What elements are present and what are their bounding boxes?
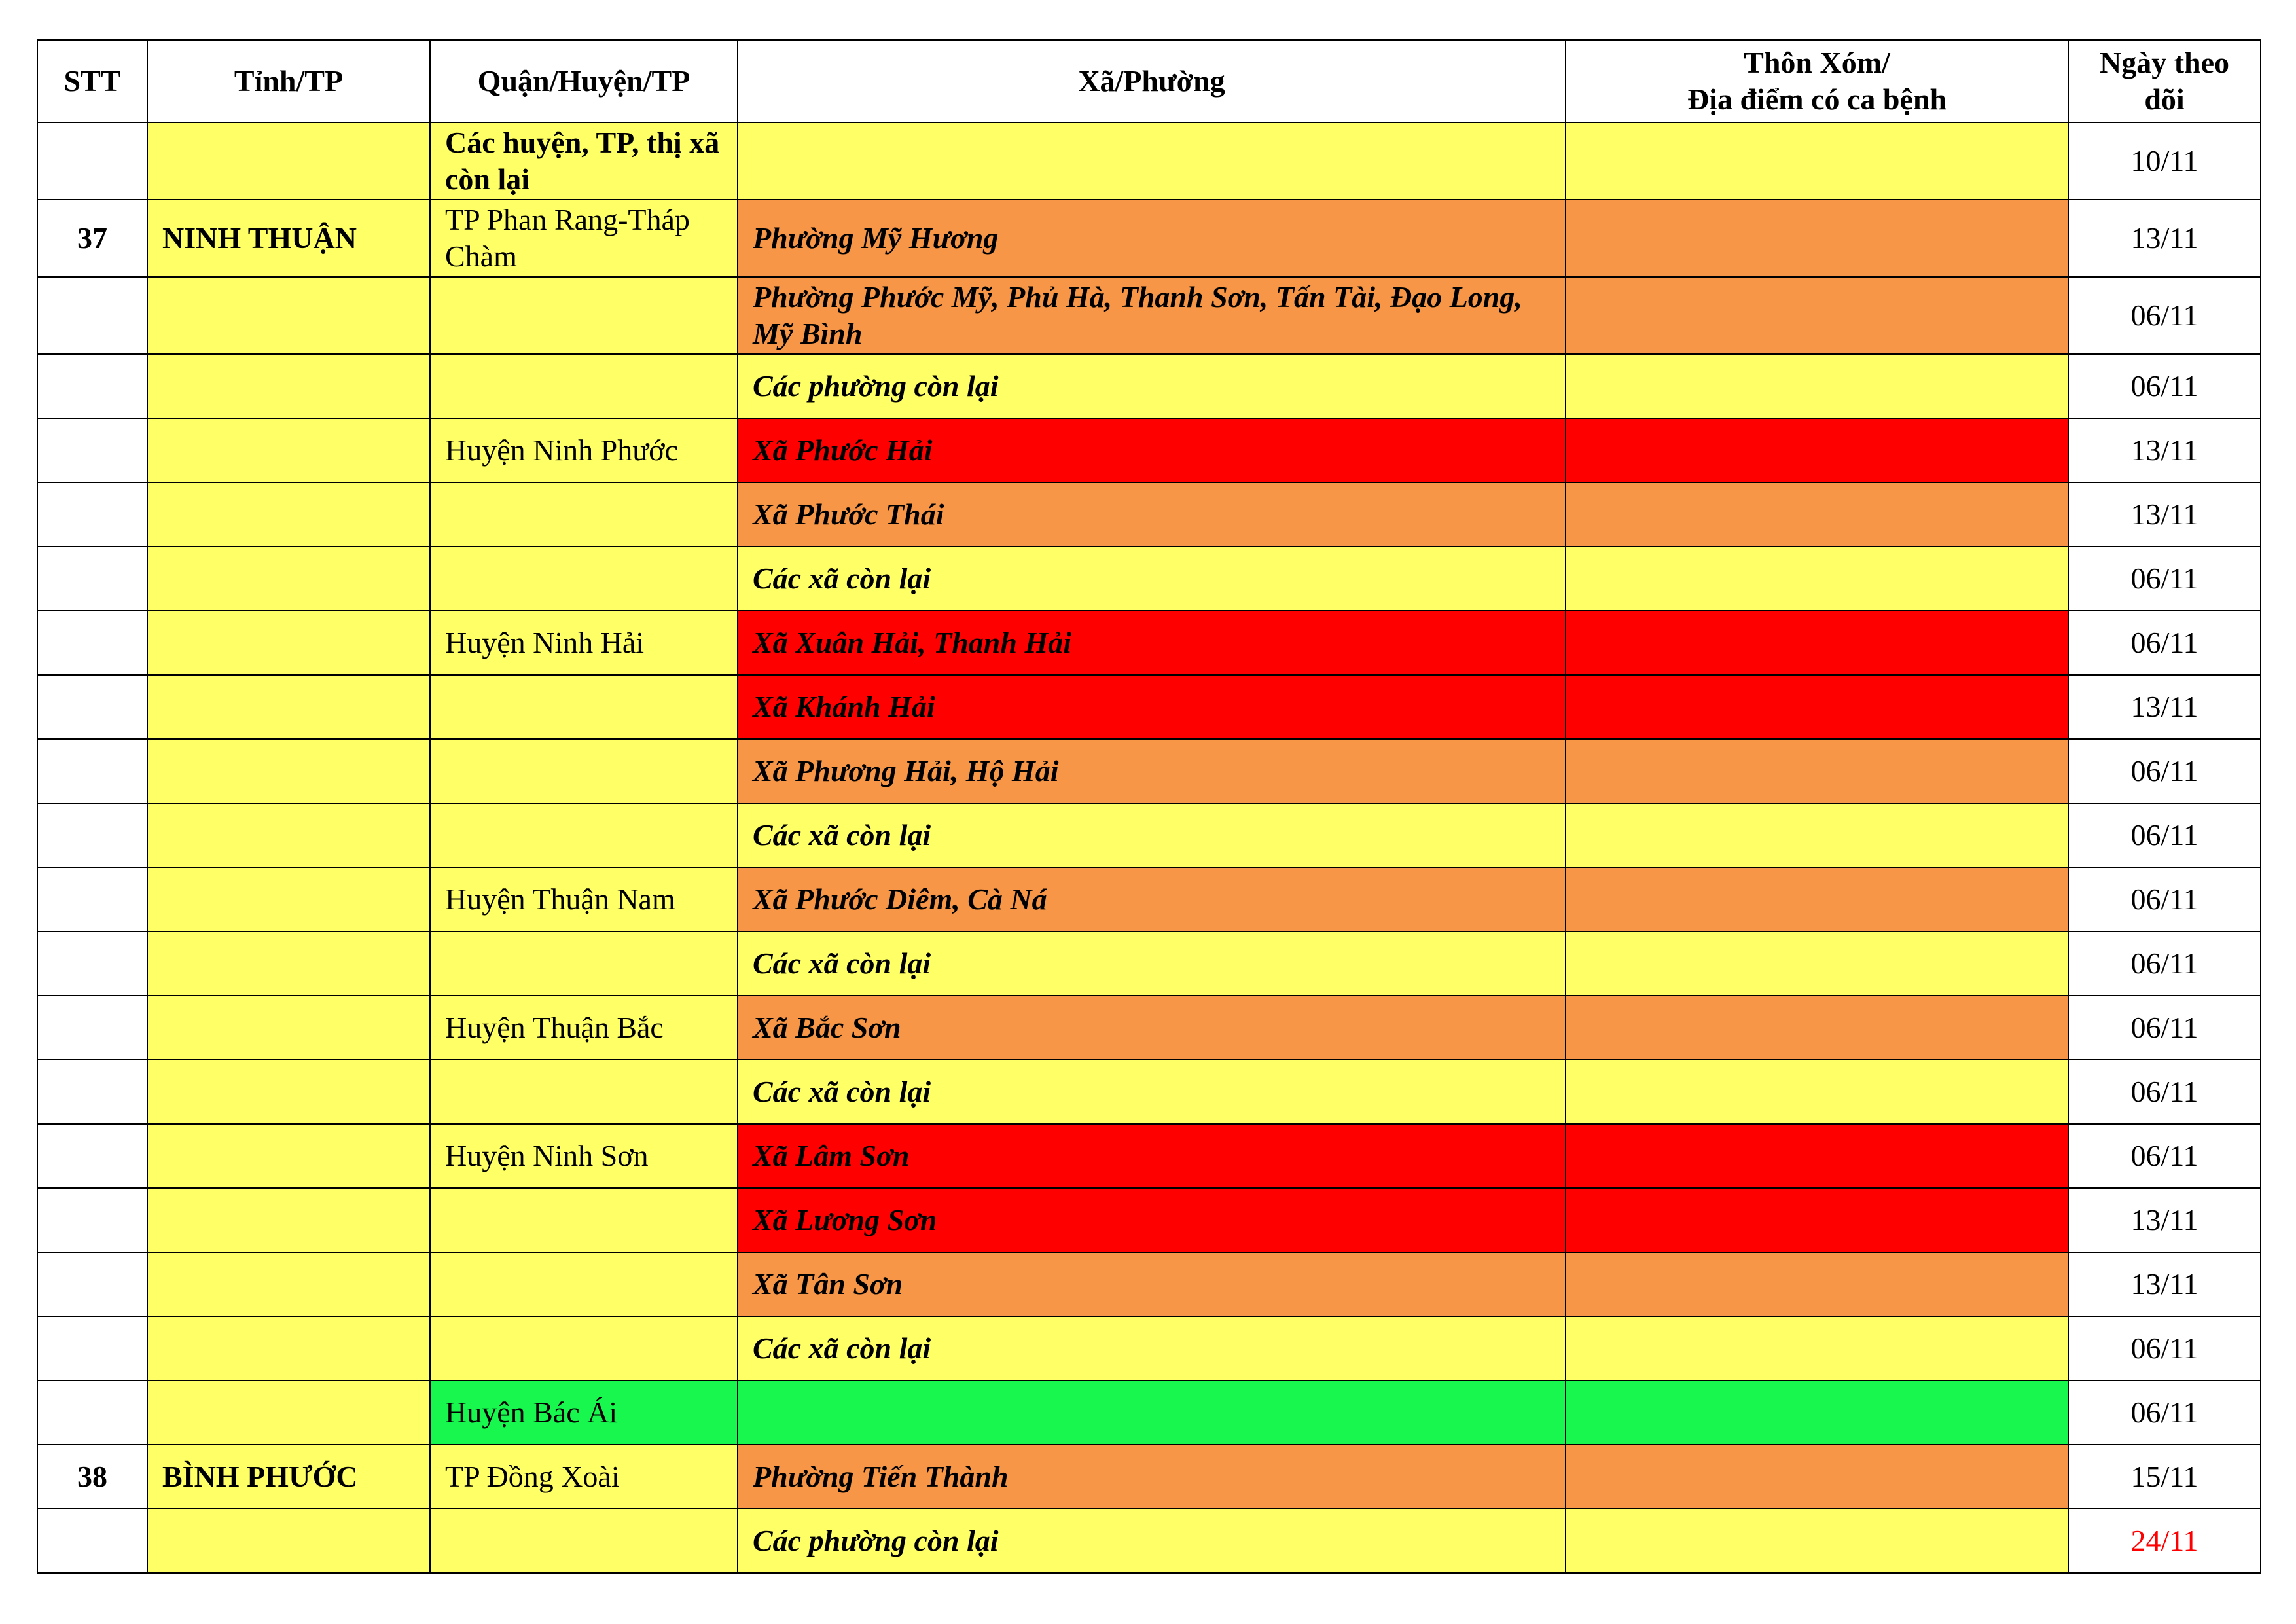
cell-date: 06/11 [2068,931,2261,996]
table-row [37,1380,2261,1445]
cell-stt: 37 [37,200,147,277]
cell-province [147,1316,430,1380]
cell-province: NINH THUẬN [147,200,430,277]
header-province: Tỉnh/TP [147,40,430,122]
header-hamlet [1566,40,2068,122]
cell-province [147,1252,430,1316]
cell-district [430,354,738,418]
cell-date: 06/11 [2068,867,2261,931]
cell-date: 15/11 [2068,1445,2261,1509]
cell-date: 10/11 [2068,122,2261,200]
cell-stt [37,547,147,611]
cell-district: TP Phan Rang-Tháp Chàm [430,200,738,277]
cell-date: 13/11 [2068,482,2261,547]
cell-ward: Xã Bắc Sơn [738,996,1566,1060]
cell-stt: 38 [37,1445,147,1509]
cell-hamlet [1566,1509,2068,1573]
cell-stt [37,1509,147,1573]
cell-hamlet [1566,1316,2068,1380]
header-date [2068,40,2261,122]
cell-stt [37,1380,147,1445]
cell-hamlet [1566,277,2068,354]
cell-stt [37,122,147,200]
cell-date: 06/11 [2068,611,2261,675]
cell-ward: Xã Khánh Hải [738,675,1566,739]
header-stt: STT [37,40,147,122]
cell-stt [37,867,147,931]
cell-province [147,547,430,611]
table-row [37,611,2261,675]
cell-hamlet [1566,418,2068,482]
cell-district [430,1509,738,1573]
cell-hamlet [1566,1060,2068,1124]
cell-province [147,675,430,739]
cell-hamlet [1566,996,2068,1060]
cell-stt [37,803,147,867]
cell-ward: Xã Lương Sơn [738,1188,1566,1252]
table-row [37,931,2261,996]
table-row [37,996,2261,1060]
cell-date: 06/11 [2068,1124,2261,1188]
cell-ward: Các xã còn lại [738,1316,1566,1380]
cell-province [147,1188,430,1252]
cell-hamlet [1566,547,2068,611]
table-row [37,739,2261,803]
cell-date: 06/11 [2068,1316,2261,1380]
cell-stt [37,931,147,996]
cell-province [147,354,430,418]
cell-province [147,1509,430,1573]
cell-date: 13/11 [2068,1188,2261,1252]
cell-province: BÌNH PHƯỚC [147,1445,430,1509]
cell-ward: Xã Tân Sơn [738,1252,1566,1316]
cell-district [430,803,738,867]
cell-province [147,122,430,200]
cell-ward: Phường Phước Mỹ, Phủ Hà, Thanh Sơn, Tấn Tài, Đạo Long, Mỹ Bình [738,277,1566,354]
table-row [37,1316,2261,1380]
cell-district [430,277,738,354]
cell-district [430,1252,738,1316]
cell-district [430,482,738,547]
cell-district [430,1188,738,1252]
cell-stt [37,1188,147,1252]
header-hamlet-line1: Thôn Xóm/ [1744,46,1890,79]
cell-province [147,931,430,996]
cell-stt [37,1316,147,1380]
cell-district: Huyện Thuận Nam [430,867,738,931]
cell-province [147,1124,430,1188]
table-row [37,803,2261,867]
cell-stt [37,1252,147,1316]
header-row [37,40,2261,122]
cell-hamlet [1566,122,2068,200]
header-date-line1: Ngày theo [2099,46,2230,79]
cell-hamlet [1566,931,2068,996]
cell-date: 13/11 [2068,1252,2261,1316]
cell-district [430,739,738,803]
cell-ward: Xã Phước Diêm, Cà Ná [738,867,1566,931]
cell-province [147,611,430,675]
cell-date: 06/11 [2068,547,2261,611]
cell-ward: Các xã còn lại [738,547,1566,611]
cell-ward: Xã Phương Hải, Hộ Hải [738,739,1566,803]
cell-date: 13/11 [2068,418,2261,482]
cell-district: Huyện Ninh Phước [430,418,738,482]
cell-ward [738,1380,1566,1445]
cell-ward: Các xã còn lại [738,931,1566,996]
cell-hamlet [1566,803,2068,867]
table-row [37,1124,2261,1188]
cell-district [430,931,738,996]
cell-ward: Xã Lâm Sơn [738,1124,1566,1188]
table-row [37,418,2261,482]
cell-date: 13/11 [2068,200,2261,277]
cell-date: 06/11 [2068,739,2261,803]
cell-stt [37,1060,147,1124]
cell-stt [37,1124,147,1188]
cell-district [430,1060,738,1124]
table-row [37,277,2261,354]
cell-ward: Các xã còn lại [738,1060,1566,1124]
table-row [37,675,2261,739]
cell-date: 06/11 [2068,1060,2261,1124]
header-hamlet-line2: Địa điểm có ca bệnh [1687,82,1947,116]
cell-province [147,1380,430,1445]
table-row [37,1188,2261,1252]
cell-ward: Xã Xuân Hải, Thanh Hải [738,611,1566,675]
cell-hamlet [1566,200,2068,277]
cell-ward [738,122,1566,200]
cell-province [147,482,430,547]
cell-hamlet [1566,482,2068,547]
cell-province [147,418,430,482]
cell-district [430,1316,738,1380]
table-row [37,200,2261,277]
cell-hamlet [1566,611,2068,675]
cell-hamlet [1566,1188,2068,1252]
cell-ward: Xã Phước Thái [738,482,1566,547]
table-row [37,1509,2261,1573]
cell-stt [37,996,147,1060]
cell-district: TP Đồng Xoài [430,1445,738,1509]
table-row [37,482,2261,547]
cell-stt [37,277,147,354]
table-row [37,122,2261,200]
cell-hamlet [1566,739,2068,803]
table-row [37,1445,2261,1509]
cell-stt [37,675,147,739]
cell-date: 06/11 [2068,1380,2261,1445]
cell-hamlet [1566,867,2068,931]
cell-date: 06/11 [2068,996,2261,1060]
covid-risk-table [37,39,2261,1574]
cell-stt [37,418,147,482]
table-row [37,1252,2261,1316]
cell-ward: Phường Mỹ Hương [738,200,1566,277]
table-row [37,547,2261,611]
cell-date: 06/11 [2068,277,2261,354]
cell-date: 06/11 [2068,354,2261,418]
cell-hamlet [1566,1252,2068,1316]
cell-district: Huyện Ninh Hải [430,611,738,675]
cell-province [147,277,430,354]
cell-district: Các huyện, TP, thị xã còn lại [430,122,738,200]
cell-date: 13/11 [2068,675,2261,739]
cell-province [147,739,430,803]
cell-ward: Xã Phước Hải [738,418,1566,482]
cell-hamlet [1566,675,2068,739]
cell-province [147,867,430,931]
cell-province [147,1060,430,1124]
cell-stt [37,354,147,418]
cell-ward: Phường Tiến Thành [738,1445,1566,1509]
table-row [37,354,2261,418]
cell-hamlet [1566,1380,2068,1445]
header-district: Quận/Huyện/TP [430,40,738,122]
cell-stt [37,611,147,675]
cell-province [147,803,430,867]
cell-district [430,547,738,611]
cell-district: Huyện Bác Ái [430,1380,738,1445]
header-date-line2: dõi [2144,82,2185,116]
header-ward: Xã/Phường [738,40,1566,122]
table-row [37,867,2261,931]
table-row [37,1060,2261,1124]
cell-date: 24/11 [2068,1509,2261,1573]
cell-date: 06/11 [2068,803,2261,867]
cell-district: Huyện Ninh Sơn [430,1124,738,1188]
cell-stt [37,739,147,803]
cell-district: Huyện Thuận Bắc [430,996,738,1060]
cell-stt [37,482,147,547]
cell-ward: Các xã còn lại [738,803,1566,867]
cell-ward: Các phường còn lại [738,1509,1566,1573]
cell-province [147,996,430,1060]
cell-hamlet [1566,1445,2068,1509]
cell-hamlet [1566,354,2068,418]
cell-hamlet [1566,1124,2068,1188]
cell-ward: Các phường còn lại [738,354,1566,418]
cell-district [430,675,738,739]
